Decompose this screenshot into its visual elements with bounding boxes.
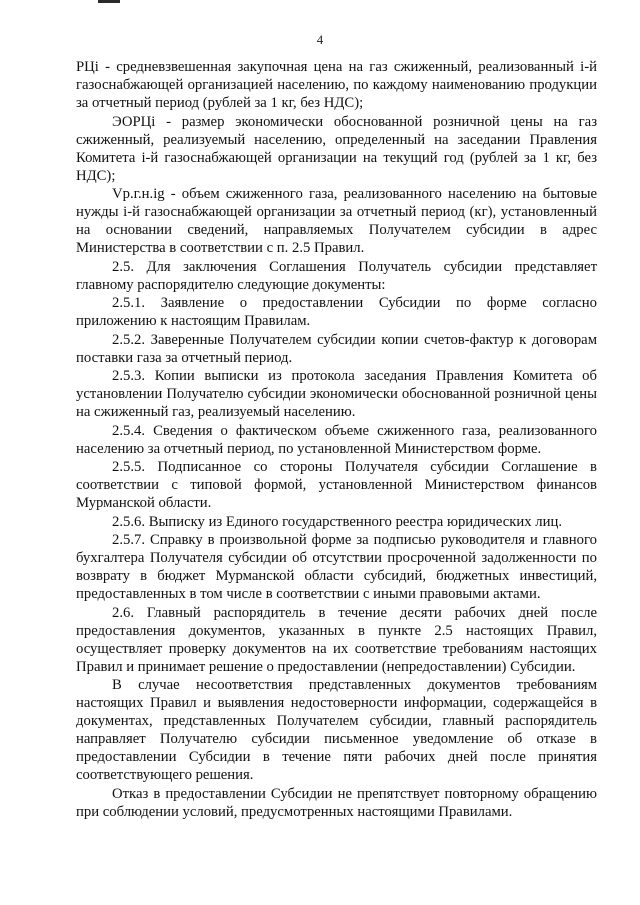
clause-2-5-4: 2.5.4. Сведения о фактическом объеме сжиженного газа, реализованного населению за отчетный период, по установленной Министерством форме. [76,422,597,457]
definition-rc: РЦi - средневзвешенная закупочная цена на газ сжиженный, реализованный i-й газоснабжающей организацией населению, по каждому наименованию продукции за отчетный период (рублей за 1 кг, без НДС); [76,59,597,111]
clause-2-6-refusal: В случае несоответствия представленных документов требованиям настоящих Правил и выявления недостоверности информации, содержащейся в документах, представленных Получателем субсидии, главный распорядитель направляет Получателю субсидии письменное уведомление об отказе в предоставлении Субсидии в течение пяти рабочих дней после принятия соответствующего решения. [76,677,597,783]
definition-eorc: ЭОРЦi - размер экономически обоснованной розничной цены на газ сжиженный, реализуемый населению, определенный на заседании Правления Комитета i-й газоснабжающей организации на текущий год (рублей за 1 кг, без НДС); [76,113,597,184]
clause-2-5: 2.5. Для заключения Соглашения Получатель субсидии представляет главному распорядителю следующие документы: [76,258,597,293]
scan-mark [98,0,120,3]
clause-2-5-2: 2.5.2. Заверенные Получателем субсидии копии счетов-фактур к договорам поставки газа за отчетный период. [76,331,597,366]
clause-2-5-7: 2.5.7. Справку в произвольной форме за подписью руководителя и главного бухгалтера Получателя субсидии об отсутствии просроченной задолженности по возврату в бюджет Мурманской области субсидий, бюджетных инвестиций, предоставленных в том числе в соответствии с иными правовыми актами. [76,532,597,602]
clause-2-6: 2.6. Главный распорядитель в течение десяти рабочих дней после предоставления документов, указанных в пункте 2.5 настоящих Правил, осуществляет проверку документов на их соответствие требованиям настоящих Правил и принимает решение о предоставлении (непредоставлении) Субсидии. [76,604,597,675]
clause-2-5-6: 2.5.6. Выписку из Единого государственного реестра юридических лиц. [112,513,563,530]
clause-2-6-resubmission: Отказ в предоставлении Субсидии не препятствует повторному обращению при соблюдении условий, предусмотренных настоящими Правилами. [76,785,597,820]
clause-2-5-5: 2.5.5. Подписанное со стороны Получателя субсидии Соглашение в соответствии с типовой формой, установленной Министерством финансов Мурманской области. [76,459,597,511]
document-body [76,58,597,821]
page-number: 4 [316,32,324,47]
definition-volume: Vр.г.н.ig - объем сжиженного газа, реализованного населению на бытовые нужды i-й газоснабжающей организации за отчетный период (кг), установленный на основании сведений, направляемых Получателем субсидии в адрес Министерства в соответствии с п. 2.5 Правил. [76,186,597,256]
clause-2-5-1: 2.5.1. Заявление о предоставлении Субсидии по форме согласно приложению к настоящим Правилам. [76,295,597,329]
clause-2-5-3: 2.5.3. Копии выписки из протокола заседания Правления Комитета об установлении Получателю субсидии экономически обоснованной розничной цены на сжиженный газ, реализуемый населению. [76,368,597,420]
